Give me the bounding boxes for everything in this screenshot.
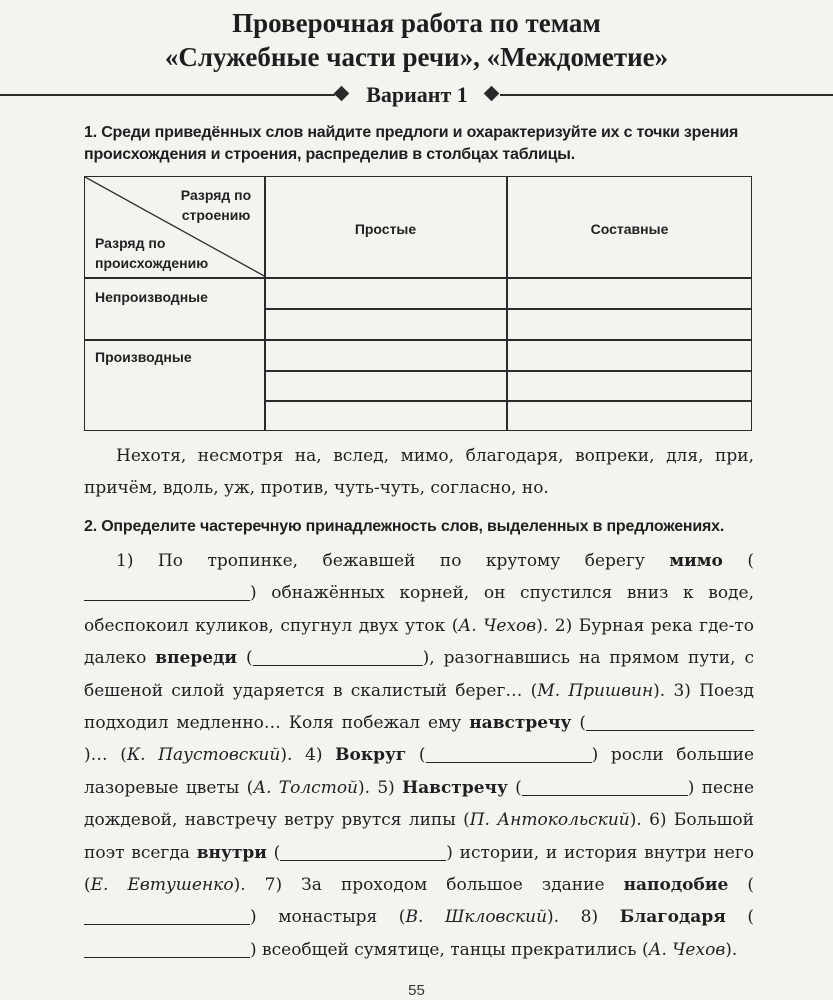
text-span: ). 6) Большой поэт всегда: [84, 810, 754, 863]
text-span: ). 4): [280, 745, 336, 766]
diamond-ornament-left: [334, 86, 350, 102]
text-span: монастыря (: [256, 907, 406, 928]
word-list: Нехотя, несмотря на, вслед, мимо, благодаря, вопреки, для, при, причём, вдоль, уж, против, чуть-чуть, согласно, но.: [84, 446, 754, 498]
page-title: [0, 6, 833, 74]
task2-sentences: 1) По тропинке, бежавшей по крутому берегу мимо () обнажённых корней, он спустился вниз к воде, обеспокоил куликов, спугнул двух уток (А. Чехов). 2) Бурная река где-то далеко впереди ( ), разогнавшись на прямом пути, с бешеной силой ударяется в скалистый берег… (М. Пришвин). 3) Поезд подходил медленно… Коля побежал ему навстречу ()… (К. Паустовский). 4) Вокруг ( ) росли большие лазоревые цветы (А. Толстой). 5) Навстречу ( ) песне дождевой, навстречу ветру рвутся липы (П. Антокольский). 6) Большой поэт всегда внутри ( ) истории, и история внутри него (Е. Евтушенко). 7) За проходом большое здание наподобие () монастыря (В. Шкловский). 8) Благодаря () всеобщей сумятице, танцы прекратились (А. Чехов).: [84, 551, 755, 960]
title-line-1: Проверочная работа по темам: [232, 8, 601, 38]
text-span: ). 7) За проходом большое здание: [233, 875, 624, 896]
table-vline-2: [506, 177, 508, 430]
table-header-line: [85, 277, 751, 279]
text-span: ). 8): [547, 907, 620, 928]
text-span: истории, и история внутри него (: [84, 842, 754, 896]
text-span: песне дождевой, навстречу ветру рвутся липы (: [84, 777, 755, 831]
author: М. Пришвин: [537, 680, 654, 701]
text-span: обнажённых корней, он спустился вниз к воде, обеспокоил куликов, спугнул двух уток (: [84, 583, 754, 636]
text-span: , разогнавшись на прямом пути, с бешеной силой ударяется в скалистый берег… (: [84, 648, 754, 701]
answer-blank-3[interactable]: [586, 712, 754, 731]
text-span: ). 2) Бурная река где-то далеко: [84, 615, 754, 669]
table-row-line: [265, 308, 751, 310]
corner-label-origin: Разряд по происхождению: [95, 235, 209, 271]
title-line-2: «Служебные части речи», «Междометие»: [164, 42, 669, 72]
table-group-line: [85, 339, 751, 341]
variant-label: Вариант 1: [366, 82, 468, 107]
answer-blank-7[interactable]: [84, 906, 250, 925]
author: В. Шкловский: [405, 907, 548, 928]
answer-blank-4[interactable]: [426, 744, 592, 763]
page-number: 55: [408, 982, 425, 999]
target-word: Навстречу: [402, 777, 508, 798]
answer-blank-2[interactable]: [253, 647, 423, 666]
column-header-compound: Составные: [590, 221, 669, 237]
text-span: 1) По тропинке, бежавшей по крутому берегу: [116, 551, 670, 571]
author: А. Чехов: [458, 615, 537, 636]
table-vline-1: [264, 177, 266, 430]
divider-line-right: [500, 94, 833, 96]
target-word: навстречу: [469, 713, 572, 734]
classification-table: [84, 176, 752, 431]
row-header-nonderived: Непроизводные: [95, 289, 208, 305]
answer-blank-8[interactable]: [84, 939, 250, 958]
task1-instruction: 1. Среди приведённых слов найдите предлоги и охарактеризуйте их с точки зрения происхождения и строения, распределив в столбцах таблицы.: [84, 124, 739, 163]
task2-instruction: 2. Определите частеречную принадлежность слов, выделенных в предложениях.: [84, 518, 725, 535]
text-span: … (: [90, 745, 127, 766]
table-row-line: [265, 400, 751, 402]
answer-blank-5[interactable]: [522, 777, 688, 796]
answer-blank-1[interactable]: [84, 582, 250, 601]
table-row-line: [265, 370, 751, 372]
target-word: внутри: [196, 842, 267, 863]
answer-blank-6[interactable]: [280, 842, 446, 861]
variant-divider: [0, 80, 833, 110]
target-word: Вокруг: [335, 745, 407, 766]
target-word: впереди: [155, 648, 238, 669]
column-header-simple: Простые: [354, 221, 417, 237]
target-word: наподобие: [623, 875, 729, 896]
text-span: росли большие лазоревые цветы (: [84, 745, 755, 798]
target-word: мимо: [669, 551, 723, 571]
text-span: ).: [725, 939, 738, 960]
text-span: ). 5): [358, 777, 403, 798]
author: Е. Евтушенко: [90, 875, 234, 896]
target-word: Благодаря: [619, 907, 726, 928]
text-span: ). 3) Поезд подходил медленно… Коля побежал ему: [84, 680, 755, 734]
text-span: всеобщей сумятице, танцы прекратились (: [256, 939, 649, 960]
divider-line-left: [0, 94, 335, 96]
row-header-derived: Производные: [95, 349, 192, 365]
corner-label-structure: Разряд по строению: [180, 187, 252, 223]
author: А. Чехов: [648, 939, 726, 960]
diamond-ornament-right: [484, 86, 500, 102]
author: П. Антокольский: [469, 810, 630, 831]
author: К. Паустовский: [126, 745, 281, 766]
author: А. Толстой: [253, 777, 359, 798]
